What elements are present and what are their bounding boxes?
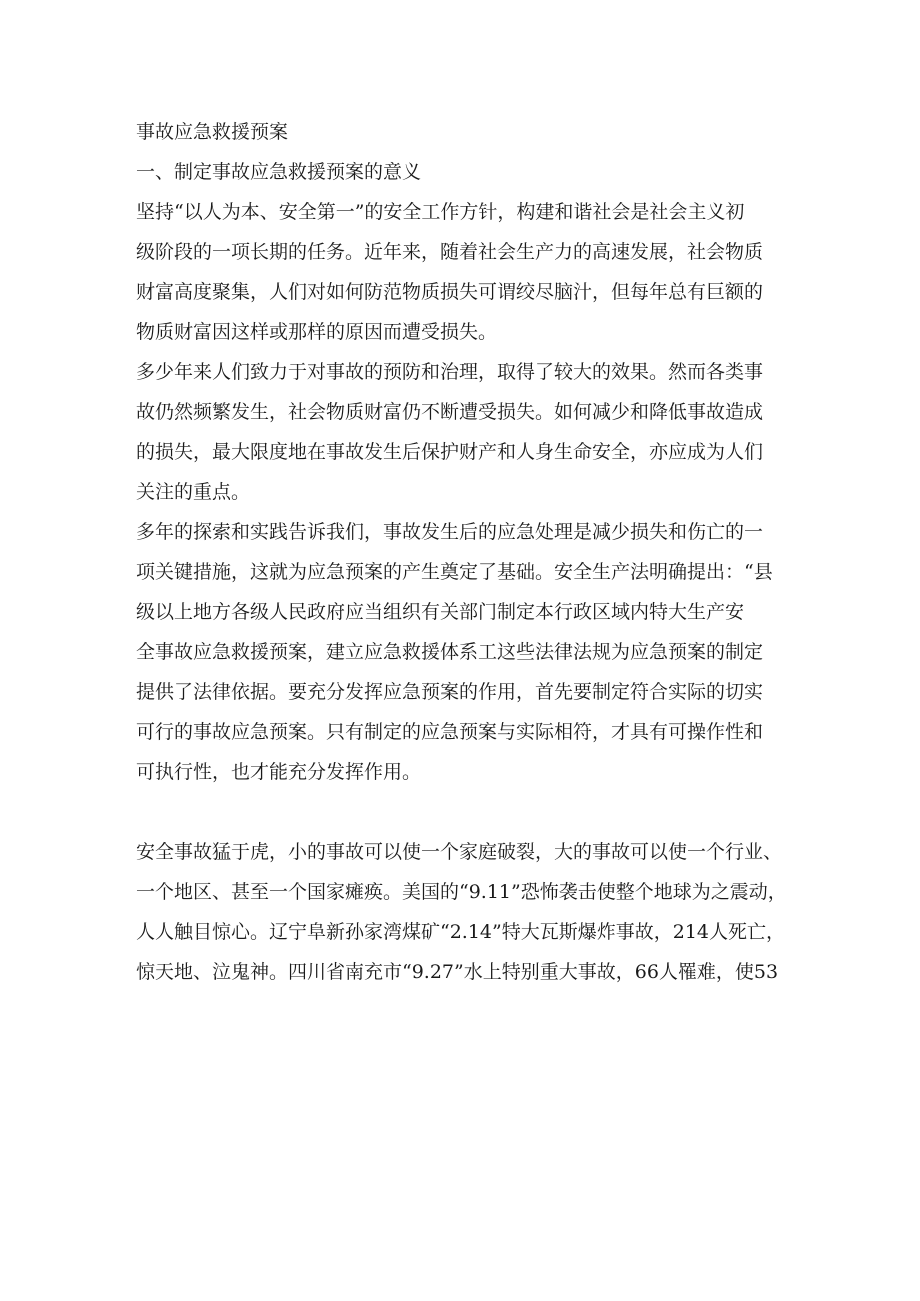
- text-line: 项关键措施，这就为应急预案的产生奠定了基础。安全生产法明确提出：“县: [136, 561, 773, 583]
- document-title: 事故应急救援预案: [136, 121, 289, 143]
- paragraph-3: [136, 512, 796, 792]
- text-line: 惊天地、泣鬼神。四川省南充市“9.27”水上特别重大事故，66人罹难，使53: [136, 961, 779, 983]
- text-line: 提供了法律依据。要充分发挥应急预案的作用，首先要制定符合实际的切实: [136, 681, 764, 703]
- document-body: [136, 112, 796, 992]
- text-line: 可行的事故应急预案。只有制定的应急预案与实际相符，才具有可操作性和: [136, 721, 764, 743]
- paragraph-1: [136, 192, 796, 352]
- text-line: 人人触目惊心。辽宁阜新孙家湾煤矿“2.14”特大瓦斯爆炸事故，214人死亡，: [136, 921, 785, 943]
- text-line: 物质财富因这样或那样的原因而遭受损失。: [136, 321, 498, 343]
- text-line: 的损失，最大限度地在事故发生后保护财产和人身生命安全，亦应成为人们: [136, 441, 764, 463]
- text-line: 多年的探索和实践告诉我们，事故发生后的应急处理是减少损失和伤亡的一: [136, 521, 764, 543]
- text-line: 财富高度聚集，人们对如何防范物质损失可谓绞尽脑汁，但每年总有巨额的: [136, 281, 764, 303]
- text-line: 级阶段的一项长期的任务。近年来，随着社会生产力的高速发展，社会物质: [136, 241, 764, 263]
- paragraph-spacer: [136, 792, 796, 832]
- text-line: 全事故应急救援预案，建立应急救援体系工这些法律法规为应急预案的制定: [136, 641, 764, 663]
- text-line: 一个地区、甚至一个国家瘫痪。美国的“9.11”恐怖袭击使整个地球为之震动，: [136, 881, 787, 903]
- text-line: 安全事故猛于虎，小的事故可以使一个家庭破裂，大的事故可以使一个行业、: [136, 841, 783, 863]
- section-heading: 一、制定事故应急救援预案的意义: [136, 161, 422, 183]
- text-line: 坚持“以人为本、安全第一”的安全工作方针，构建和谐社会是社会主义初: [136, 201, 745, 223]
- text-line: 级以上地方各级人民政府应当组织有关部门制定本行政区域内特大生产安: [136, 601, 745, 623]
- paragraph-4: [136, 832, 796, 992]
- text-line: 可执行性，也才能充分发挥作用。: [136, 761, 422, 783]
- text-line: 多少年来人们致力于对事故的预防和治理，取得了较大的效果。然而各类事: [136, 361, 764, 383]
- text-line: 故仍然频繁发生，社会物质财富仍不断遭受损失。如何减少和降低事故造成: [136, 401, 764, 423]
- paragraph-2: [136, 352, 796, 512]
- text-line: 关注的重点。: [136, 481, 251, 503]
